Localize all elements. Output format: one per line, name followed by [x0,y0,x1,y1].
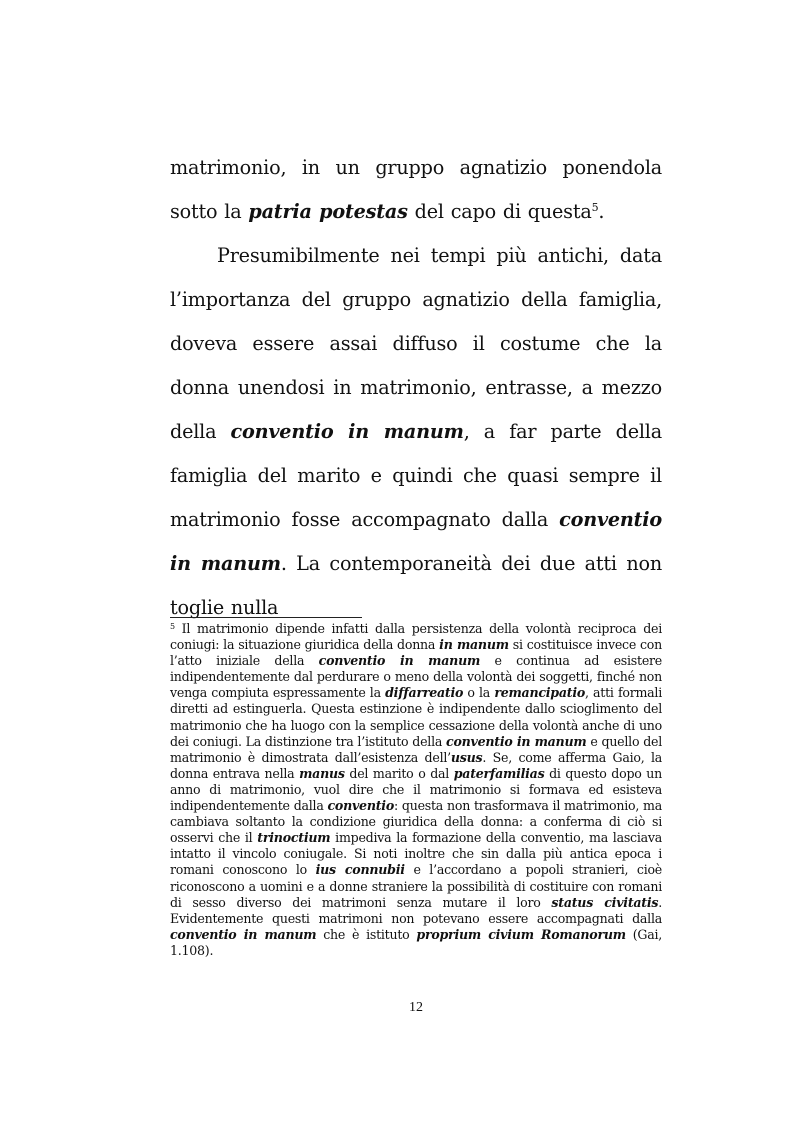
emphasis-term: in manum [439,637,509,653]
text-run: o la [463,685,495,701]
footnote-5 [170,621,662,959]
text-run: . La contemporaneità dei due atti non toglie nulla [170,552,662,619]
footnote-reference[interactable]: 5 [591,201,599,214]
text-run: e l’accordano a popoli stranieri, cioè riconoscono a uomini e a donne straniere la possibilità di costituire con romani di sesso diverso dei matrimoni senza mutare il loro [170,862,663,910]
text-run: , a far parte della famiglia del marito e quindi che quasi sempre il matrimonio fosse accompagnato dalla [170,420,662,531]
emphasis-term: diffarreatio [385,685,464,701]
body-text [170,146,662,630]
emphasis-term: conventio in manum [318,653,481,669]
emphasis-term: ius connubii [315,862,405,878]
document-page [170,0,662,1123]
emphasis-term: manus [299,765,345,781]
text-run: che è istituto [316,926,417,942]
emphasis-term: conventio in manum [170,508,662,575]
text-run: di questo dopo un anno di matrimonio, vuol dire che il matrimonio si formava ed esisteva indipendentemente dalla [170,765,662,814]
emphasis-term: status civitatis [551,894,659,910]
emphasis-term: usus [450,749,483,765]
text-run: matrimonio, in un gruppo agnatizio ponendola sotto la [170,156,662,223]
emphasis-term: conventio [327,798,394,814]
emphasis-term: conventio in manum [446,733,587,749]
text-run: si costituisce invece con l’atto iniziale della [170,637,663,669]
page-number: 12 [409,1000,423,1015]
text-run: . [598,200,605,223]
text-run: impediva la formazione della conventio, ma lasciava intatto il vincolo coniugale. Si noti inoltre che sin dalla più antica epoca i romani conoscono lo [170,830,662,878]
emphasis-term: remancipatio [494,685,586,701]
text-run: e quello del matrimonio è dimostrata dall’esistenza dell’ [170,733,662,765]
emphasis-term: trinoctium [257,830,331,846]
emphasis-term: proprium civium Romanorum [416,926,626,942]
emphasis-term: conventio in manum [170,926,317,942]
text-run: del marito o dal [344,765,454,781]
paragraph-2 [170,234,662,630]
text-run: , atti formali diretti ad estinguerla. Questa estinzione è indipendente dallo scioglimento del matrimonio che ha luogo con la semplice cessazione della volontà anche di uno dei coniugi. La distinzione tra l’istituto della [170,685,662,749]
text-run: (Gai, 1.108). [170,926,662,958]
emphasis-term: patria potestas [248,200,408,223]
text-run: . Evidentemente questi matrimoni non potevano essere accompagnati dalla [170,894,663,926]
text-run: Presumibilmente nei tempi più antichi, data l’importanza del gruppo agnatizio della famiglia, doveva essere assai diffuso il costume che la donna unendosi in matrimonio, entrasse, a mezzo della [170,244,662,443]
footnote-number: 5 [170,622,175,631]
paragraph-1 [170,146,662,234]
emphasis-term: paterfamilias [453,765,545,781]
footnote-separator [170,617,362,618]
text-run: . Se, come afferma Gaio, la donna entrava nella [170,749,662,781]
emphasis-term: conventio in manum [230,420,464,443]
text-run: del capo di questa [407,200,592,223]
text-run: Il matrimonio dipende infatti dalla persistenza della volontà reciproca dei coniugi: la situazione giuridica della donna [170,621,662,653]
text-run: e continua ad esistere indipendentemente dal perdurare o meno della volontà dei soggetti, finché non venga compiuta espressamente la [170,653,662,701]
text-run: : questa non trasformava il matrimonio, ma cambiava soltanto la condizione giuridica della donna: a conferma di ciò si osservi che il [170,798,662,846]
